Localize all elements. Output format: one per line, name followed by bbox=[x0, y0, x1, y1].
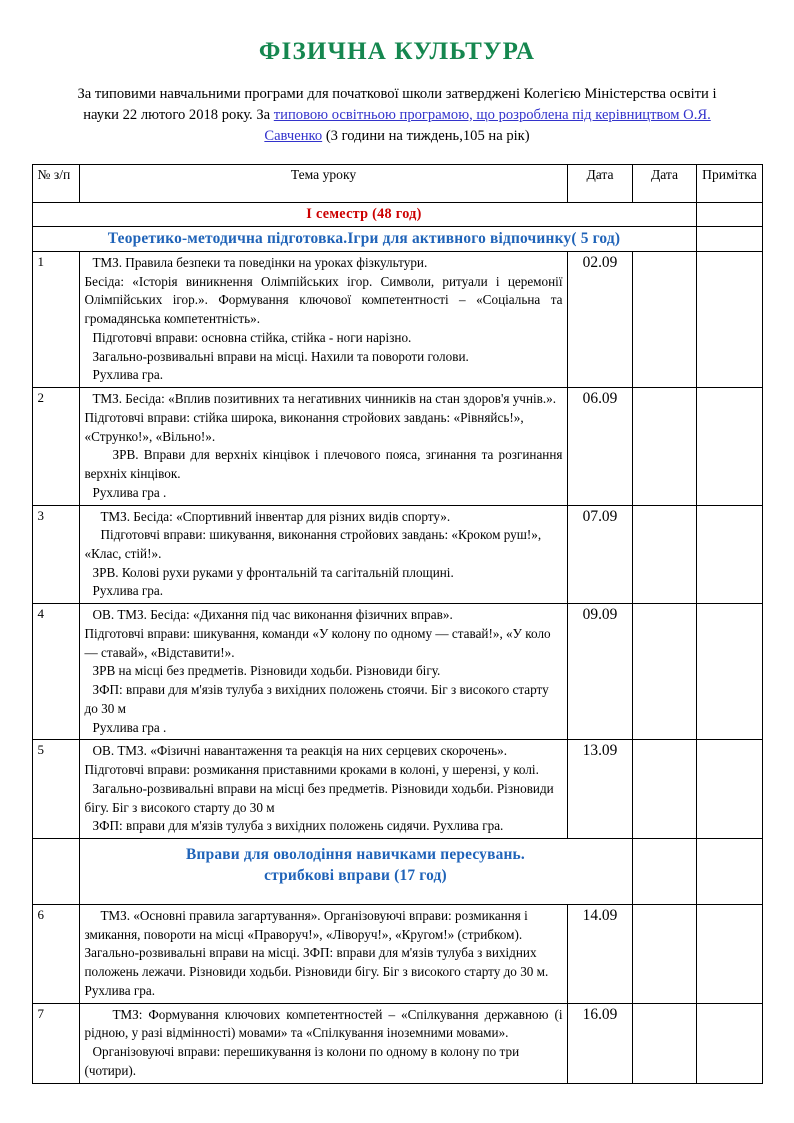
section-banner-cell-2 bbox=[79, 839, 632, 905]
table-row bbox=[32, 505, 762, 604]
column-header-date-2: Дата bbox=[632, 164, 696, 202]
row-date-planned[interactable]: 02.09 bbox=[567, 251, 632, 387]
row-topic bbox=[79, 1003, 567, 1083]
table-body bbox=[32, 202, 762, 1083]
row-note[interactable] bbox=[696, 388, 762, 505]
row-note[interactable] bbox=[696, 604, 762, 740]
semester-label: I семестр (48 год) bbox=[306, 205, 422, 222]
section-label-1: Теоретико-методична підготовка.Ігри для активного відпочинку( 5 год) bbox=[107, 229, 621, 247]
topic-line: Рухлива гра . bbox=[92, 719, 167, 735]
section-banner-row-2 bbox=[32, 839, 762, 905]
section-banner-num-cell-2 bbox=[32, 839, 79, 905]
section-banner-cell-1 bbox=[32, 226, 696, 251]
topic-line: ОВ. ТМЗ. Бесіда: «Дихання під час виконання фізичних вправ». bbox=[92, 607, 453, 623]
row-date-actual[interactable] bbox=[632, 740, 696, 839]
topic-line: ТМЗ. Бесіда: «Вплив позитивних та негативних чинників на стан здоров'я учнів.». Підготовчі вправи: стійка широка, виконання стройових завдань: «Рівняйсь!», «Струнко!», «Вільно!». bbox=[84, 391, 557, 444]
topic-line: Підготовчі вправи: шикування, команди «У колону по одному — ставай!», «У коло — ставай», «Відставити!». bbox=[84, 625, 551, 660]
program-link[interactable]: типовою освітньою програмою, що розроблена під керівництвом О.Я. Савченко bbox=[264, 106, 711, 144]
topic-line: Рухлива гра. bbox=[92, 367, 164, 383]
subtitle-text-after: (3 години на тиждень,105 на рік) bbox=[322, 127, 530, 144]
topic-line: Бесіда: «Історія виникнення Олімпійських ігор. Символи, ритуали і церемонії Олімпійських ігор.». Формування ключової компетентності – «Соціальна та громадянська компетентність». bbox=[84, 273, 563, 327]
table-row bbox=[32, 604, 762, 740]
row-number: 4 bbox=[32, 604, 79, 740]
table-row bbox=[32, 251, 762, 387]
topic-line: Рухлива гра. bbox=[92, 583, 164, 599]
subtitle-text-before: За типовими навчальними програми для початкової школи затверджені Колегією Міністерства освіти і науки 22 лютого 2018 року. За bbox=[77, 85, 717, 123]
row-date-actual[interactable] bbox=[632, 604, 696, 740]
row-date-actual[interactable] bbox=[632, 1003, 696, 1083]
row-topic bbox=[79, 505, 567, 604]
topic-line: ОВ. ТМЗ. «Фізичні навантаження та реакція на них серцевих скорочень». bbox=[92, 743, 507, 759]
row-date-planned[interactable]: 07.09 bbox=[567, 505, 632, 604]
table-row bbox=[32, 905, 762, 1004]
semester-banner-note-cell[interactable] bbox=[696, 202, 762, 226]
topic-line: Підготовчі вправи: розмикання приставними кроками в колоні, у шерензі, у колі. bbox=[84, 762, 539, 778]
row-number: 3 bbox=[32, 505, 79, 604]
topic-line: ЗРВ. Вправи для верхніх кінцівок і плечового пояса, згинання та розгинання верхніх кінцівок. bbox=[84, 447, 563, 482]
row-note[interactable] bbox=[696, 905, 762, 1004]
row-date-planned[interactable]: 13.09 bbox=[567, 740, 632, 839]
topic-line: Підготовчі вправи: шикування, виконання стройових завдань: «Кроком руш!», «Клас, стій!». bbox=[84, 527, 542, 561]
table-header-row bbox=[32, 164, 762, 202]
topic-line: Підготовчі вправи: основна стійка, стійка - ноги нарізно. bbox=[92, 329, 412, 345]
topic-line: ЗРВ. Колові рухи руками у фронтальній та сагітальній площині. bbox=[92, 564, 454, 580]
topic-line: ТМЗ. Правила безпеки та поведінки на уроках фізкультури. bbox=[92, 254, 428, 270]
table-row bbox=[32, 388, 762, 505]
row-topic bbox=[79, 604, 567, 740]
topic-line: ЗФП: вправи для м'язів тулуба з вихідних положень стоячи. Біг з високого старту до 30 м bbox=[84, 682, 549, 716]
column-header-date-1: Дата bbox=[567, 164, 632, 202]
row-number: 2 bbox=[32, 388, 79, 505]
row-topic bbox=[79, 905, 567, 1004]
row-date-actual[interactable] bbox=[632, 505, 696, 604]
section-label-2-line-1: Вправи для оволодіння навичками пересувань. bbox=[186, 846, 525, 863]
lesson-schedule-table bbox=[32, 164, 763, 1084]
row-number: 5 bbox=[32, 740, 79, 839]
semester-banner-row bbox=[32, 202, 762, 226]
topic-line: Загально-розвивальні вправи на місці без предметів. Різновиди ходьби. Різновиди бігу. Біг з високого старту до 30 м bbox=[84, 780, 554, 815]
row-date-planned[interactable]: 09.09 bbox=[567, 604, 632, 740]
topic-line: Загально-розвивальні вправи на місці. Нахили та повороти голови. bbox=[92, 348, 469, 364]
topic-line: ТМЗ. Бесіда: «Спортивний інвентар для різних видів спорту». bbox=[100, 508, 451, 524]
row-date-actual[interactable] bbox=[632, 388, 696, 505]
section-banner-note-cell-2[interactable] bbox=[696, 839, 762, 905]
section-banner-note-cell-1[interactable] bbox=[696, 226, 762, 251]
semester-banner-cell bbox=[32, 202, 696, 226]
column-header-note: Примітка bbox=[696, 164, 762, 202]
row-topic bbox=[79, 388, 567, 505]
topic-line: ТМЗ. «Основні правила загартування». Організовуючі вправи: розмикання і змикання, повороти на місці «Праворуч!», «Ліворуч!», «Кругом!» (стрибком). Загально-розвивальні вправи на місці. ЗФП: вправи для м'язів тулуба з вихідних положень лежачи. Різновиди ходьби. Різновиди бігу. Біг з високого старту до 30 м. Рухлива гра. bbox=[84, 908, 549, 998]
row-date-planned[interactable]: 16.09 bbox=[567, 1003, 632, 1083]
row-date-actual[interactable] bbox=[632, 905, 696, 1004]
row-number: 7 bbox=[32, 1003, 79, 1083]
column-header-topic: Тема уроку bbox=[79, 164, 567, 202]
section-banner-row-1 bbox=[32, 226, 762, 251]
row-date-actual[interactable] bbox=[632, 251, 696, 387]
row-topic bbox=[79, 740, 567, 839]
row-note[interactable] bbox=[696, 505, 762, 604]
row-date-planned[interactable]: 14.09 bbox=[567, 905, 632, 1004]
topic-line: Рухлива гра . bbox=[92, 484, 167, 500]
row-number: 6 bbox=[32, 905, 79, 1004]
row-number: 1 bbox=[32, 251, 79, 387]
table-row bbox=[32, 740, 762, 839]
table-row bbox=[32, 1003, 762, 1083]
column-header-number: № з/п bbox=[32, 164, 79, 202]
row-note[interactable] bbox=[696, 1003, 762, 1083]
topic-line: ТМЗ: Формування ключових компетентностей – «Спілкування державною (і рідною, у разі відмінності) мовами» та «Спілкування іноземними мовами». bbox=[84, 1006, 563, 1041]
row-note[interactable] bbox=[696, 740, 762, 839]
section-label-2 bbox=[82, 846, 630, 885]
row-topic bbox=[79, 251, 567, 387]
row-note[interactable] bbox=[696, 251, 762, 387]
document-subtitle bbox=[0, 66, 794, 147]
topic-line: ЗФП: вправи для м'язів тулуба з вихідних положень сидячи. Рухлива гра. bbox=[92, 818, 504, 834]
section-banner-date-cell-2[interactable] bbox=[632, 839, 696, 905]
topic-line: ЗРВ на місці без предметів. Різновиди ходьби. Різновиди бігу. bbox=[92, 663, 441, 679]
topic-line: Організовуючі вправи: перешикування із колони по одному в колону по три (чотири). bbox=[84, 1044, 520, 1078]
row-date-planned[interactable]: 06.09 bbox=[567, 388, 632, 505]
table-header bbox=[32, 164, 762, 202]
section-label-2-line-2: стрибкові вправи (17 год) bbox=[264, 867, 447, 884]
page-title: ФІЗИЧНА КУЛЬТУРА bbox=[258, 38, 536, 65]
